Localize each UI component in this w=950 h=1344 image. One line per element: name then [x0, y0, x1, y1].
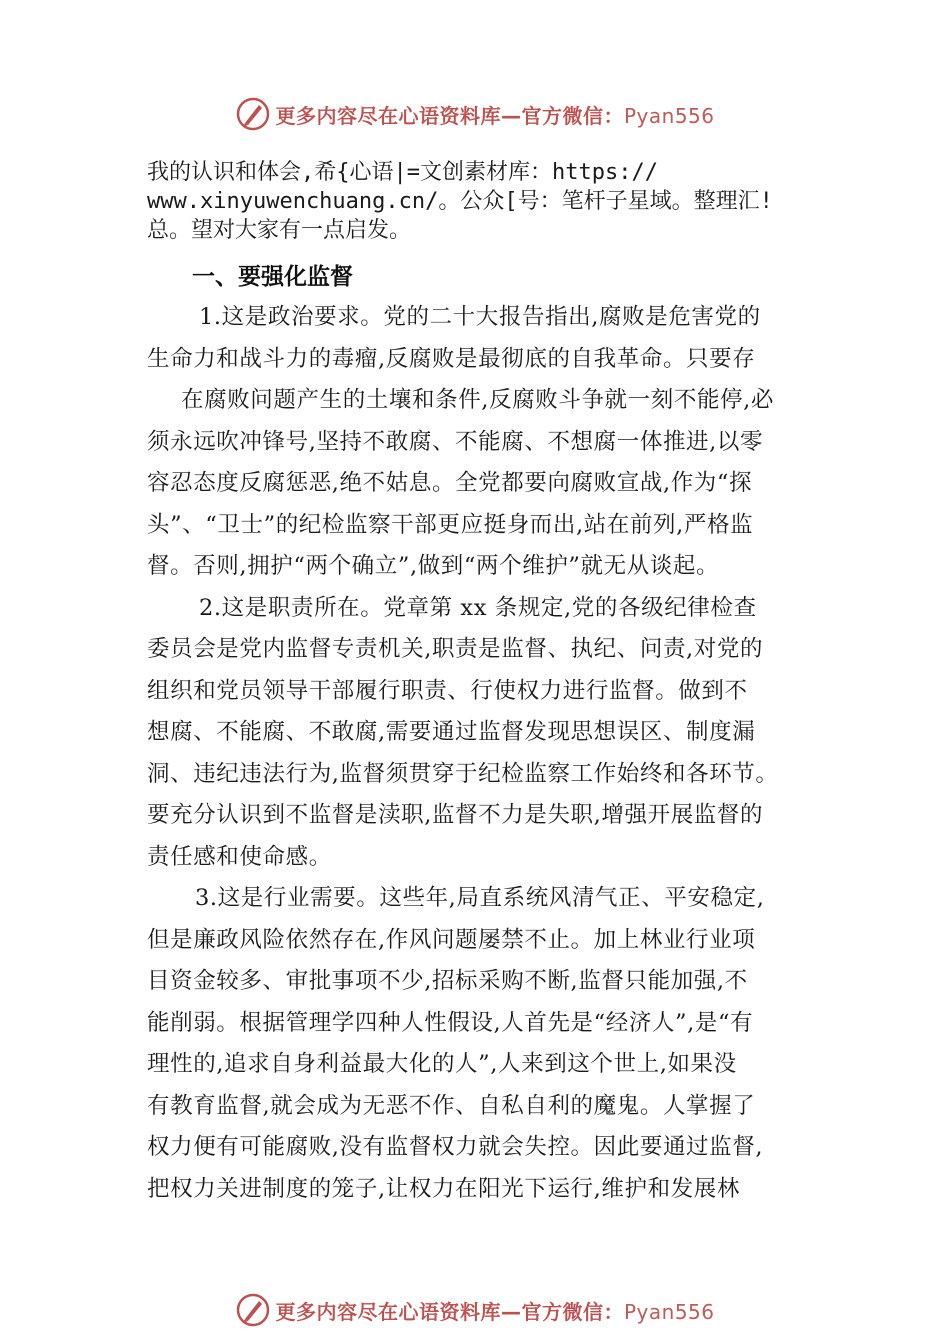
header-banner [0, 94, 950, 134]
text-line: 容忍态度反腐惩恶,绝不姑息。全党都要向腐败宣战,作为“探 [147, 470, 753, 496]
footer-banner [0, 1290, 950, 1330]
text-line: 把权力关进制度的笼子,让权力在阳光下运行,维护和发展林 [147, 1175, 741, 1202]
banner-handle: Pyan556 [623, 103, 715, 128]
text-line: 权力便有可能腐败,没有监督权力就会失控。因此要通过监督, [147, 1134, 764, 1160]
quill-logo-icon [235, 1292, 271, 1328]
text-line: 2.这是职责所在。党章第 xx 条规定,党的各级纪律检查 [199, 594, 757, 621]
banner-text: 更多内容尽在心语资料库—官方微信：Pyan556 [275, 103, 715, 128]
text-line: 须永远吹冲锋号,坚持不敢腐、不能腐、不想腐一体推进,以零 [147, 428, 764, 455]
text-line: 理性的,追求自身利益最大化的人”,人来到这个世上,如果没 [147, 1051, 737, 1077]
banner-text: 更多内容尽在心语资料库—官方微信：Pyan556 [275, 1299, 715, 1324]
paragraph-3 [147, 878, 837, 1210]
section-heading: 一、要强化监督 [192, 264, 353, 290]
text-line: 生命力和战斗力的毒瘤,反腐败是最彻底的自我革命。只要存 [147, 345, 756, 372]
text-line: 但是廉政风险依然存在,作风问题屡禁不止。加上林业行业项 [147, 926, 756, 953]
text-line: 3.这是行业需要。这些年,局直系统风清气正、平安稳定, [195, 885, 765, 911]
text-line: 责任感和使命感。 [147, 843, 332, 870]
text-line: 洞、违纪违法行为,监督须贯穿于纪检监察工作始终和各环节。 [147, 760, 779, 787]
text-line: 有教育监督,就会成为无恶不作、自私自利的魔鬼。人掌握了 [147, 1092, 756, 1119]
text-line: 要充分认识到不监督是渎职,监督不力是失职,增强开展监督的 [147, 802, 764, 828]
text-line: 组织和党员领导干部履行职责、行使权力进行监督。做到不 [147, 677, 748, 704]
paragraph-1 [147, 297, 837, 588]
intro-line: 总。望对大家有一点启发。 [147, 218, 412, 243]
text-line: 能削弱。根据管理学四种人性假设,人首先是“经济人”,是“有 [147, 1009, 754, 1036]
intro-text [147, 158, 847, 245]
text-line: 想腐、不能腐、不敢腐,需要通过监督发现思想误区、制度漏 [147, 719, 756, 745]
text-line: 1.这是政治要求。党的二十大报告指出,腐败是危害党的 [199, 304, 761, 330]
paragraph-2 [147, 588, 837, 879]
document-body [147, 297, 837, 1210]
intro-line: 我的认识和体会,希{心语|=文创素材库：https:// [147, 160, 658, 185]
text-line: 在腐败问题产生的土壤和条件,反腐败斗争就一刻不能停,必 [181, 387, 775, 413]
quill-logo-icon [235, 96, 271, 132]
text-line: 目资金较多、审批事项不少,招标采购不断,监督只能加强,不 [147, 968, 748, 994]
text-line: 头”、“卫士”的纪检监察干部更应挺身而出,站在前列,严格监 [147, 511, 754, 538]
intro-line: www.xinyuwenchuang.cn/。公众[号：笔杆子星域。整理汇! [147, 189, 773, 214]
text-line: 督。否则,拥护“两个确立”,做到“两个维护”就无从谈起。 [147, 553, 720, 579]
text-line: 委员会是党内监督专责机关,职责是监督、执纪、问责,对党的 [147, 636, 764, 662]
banner-handle: Pyan556 [623, 1299, 715, 1324]
